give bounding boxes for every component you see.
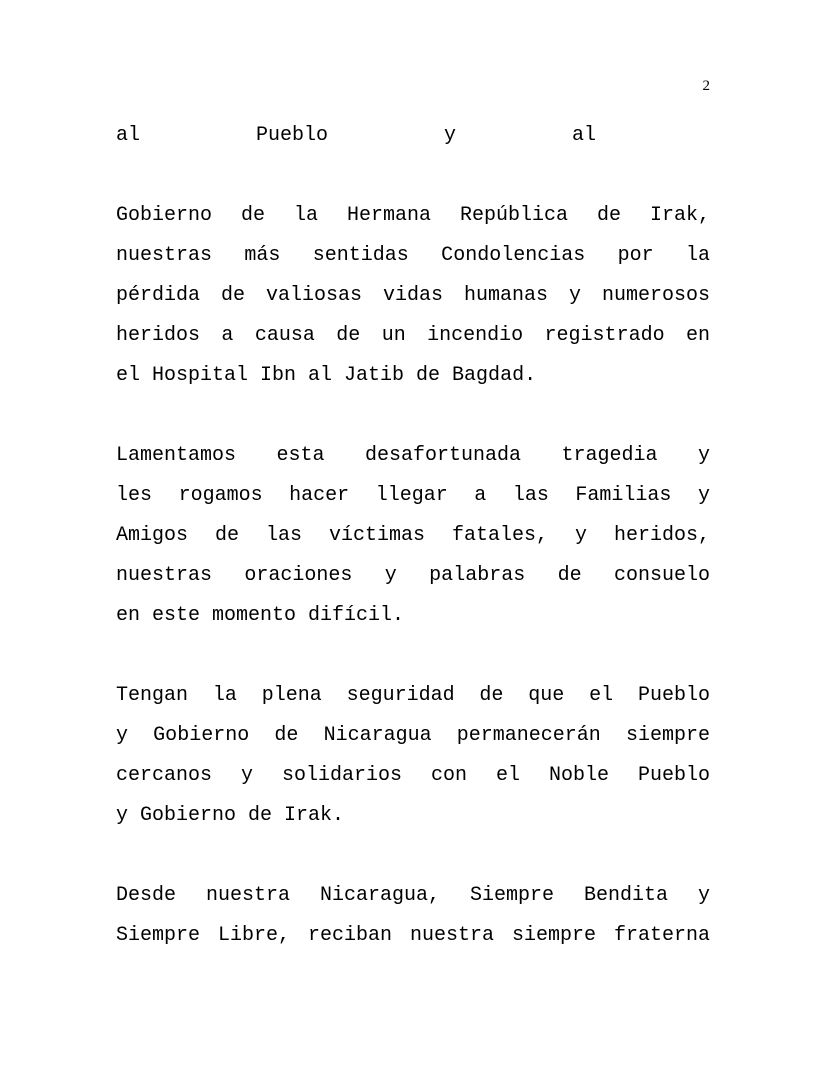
- text-line: Desde nuestra Nicaragua, Siempre Bendita y: [116, 884, 710, 907]
- opening-line: [116, 116, 596, 156]
- paragraph-condolences: [116, 196, 710, 396]
- text-line: el Hospital Ibn al Jatib de Bagdad.: [116, 364, 537, 387]
- letter-body: [116, 116, 710, 996]
- text-line: cercanos y solidarios con el Noble Pueblo: [116, 764, 710, 787]
- text-line: nuestras más sentidas Condolencias por la: [116, 244, 710, 267]
- text-line: Amigos de las víctimas fatales, y heridos,: [116, 524, 710, 547]
- text-line: Gobierno de la Hermana República de Irak,: [116, 204, 710, 227]
- paragraph-lament: [116, 436, 710, 636]
- paragraph-solidarity: [116, 676, 710, 836]
- text-line: pérdida de valiosas vidas humanas y numerosos: [116, 284, 710, 307]
- opening-word: al: [571, 124, 596, 147]
- opening-word: Pueblo: [255, 124, 328, 147]
- opening-word: al: [116, 124, 141, 147]
- page-number: 2: [702, 78, 710, 94]
- text-line: y Gobierno de Irak.: [116, 804, 345, 827]
- paragraph-closing: [116, 876, 710, 956]
- text-line: y Gobierno de Nicaragua permanecerán siempre: [116, 724, 710, 747]
- text-line: nuestras oraciones y palabras de consuelo: [116, 564, 710, 587]
- opening-word: y: [443, 124, 456, 147]
- text-line: les rogamos hacer llegar a las Familias y: [116, 484, 710, 507]
- text-line: Siempre Libre, reciban nuestra siempre fraterna: [116, 924, 710, 947]
- text-line: Lamentamos esta desafortunada tragedia y: [116, 444, 710, 467]
- text-line: heridos a causa de un incendio registrado en: [116, 324, 710, 347]
- text-line: Tengan la plena seguridad de que el Pueblo: [116, 684, 710, 707]
- text-line: en este momento difícil.: [116, 604, 405, 627]
